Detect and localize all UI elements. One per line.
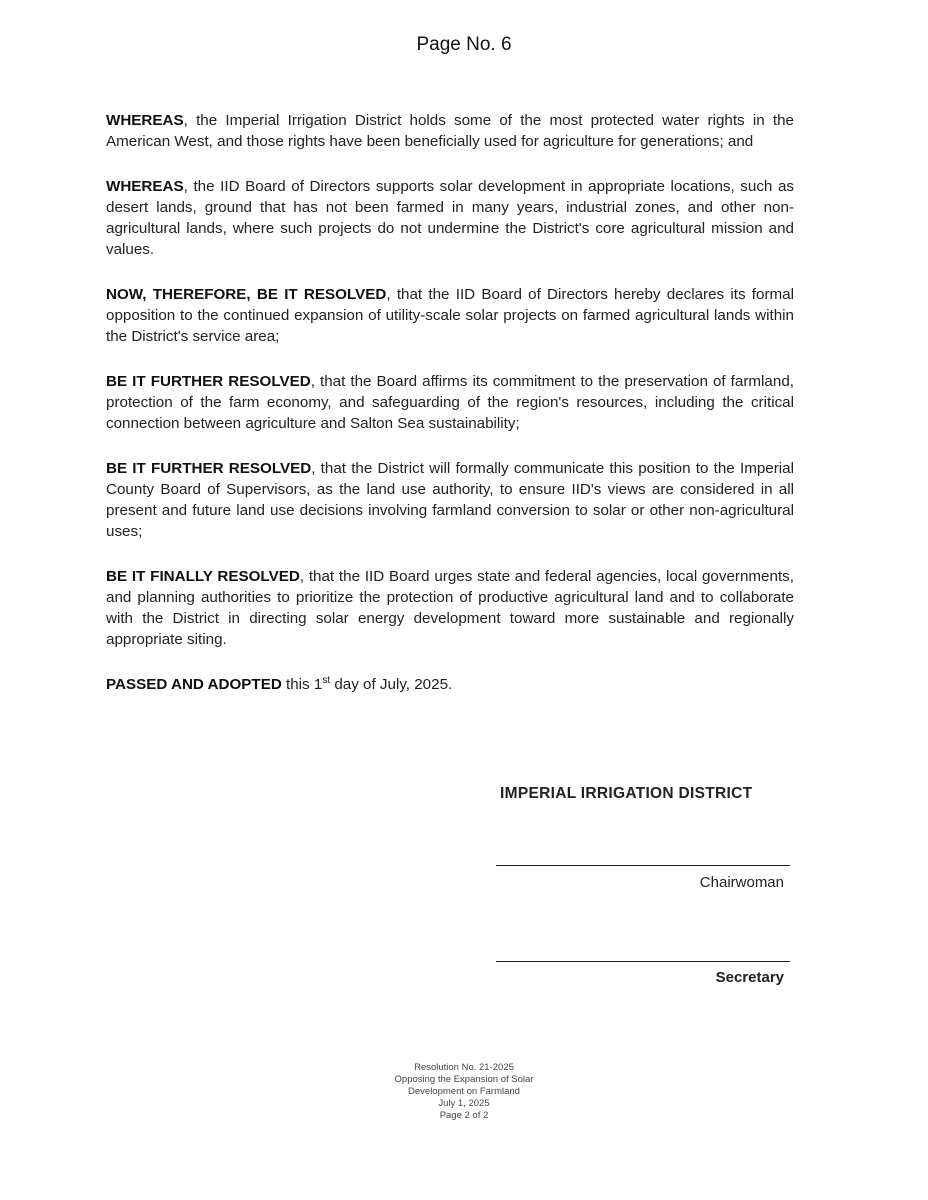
adopted-text-before: this 1: [281, 676, 323, 693]
paragraph-lead: WHEREAS: [106, 178, 184, 195]
further-resolved-paragraph-1: [106, 371, 794, 434]
secretary-title: Secretary: [715, 969, 784, 986]
organization-name: IMPERIAL IRRIGATION DISTRICT: [500, 785, 753, 802]
adopted-text-after: day of July, 2025.: [330, 676, 453, 693]
paragraph-text: , the IID Board of Directors supports solar development in appropriate locations, such as desert lands, ground that has not been farmed in many years, industrial zones, and other non-agricultural lands, where such projects do not undermine the District's core agricultural mission and values.: [106, 178, 794, 258]
footer-subject-line-1: Opposing the Expansion of Solar: [394, 1074, 534, 1085]
passed-and-adopted: [106, 674, 794, 695]
paragraph-lead: NOW, THEREFORE, BE IT RESOLVED: [106, 286, 387, 303]
paragraph-lead: BE IT FURTHER RESOLVED: [106, 460, 312, 477]
paragraph-lead: BE IT FURTHER RESOLVED: [106, 373, 311, 390]
footer-resolution-number: Resolution No. 21-2025: [414, 1062, 514, 1073]
resolved-paragraph: [106, 284, 794, 347]
footer-page-count: Page 2 of 2: [439, 1110, 489, 1121]
footer-subject-line-2: Development on Farmland: [408, 1086, 520, 1097]
paragraph-text: , the Imperial Irrigation District holds some of the most protected water rights in the American West, and those rights have been beneficially used for agriculture for generations; and: [106, 112, 794, 150]
paragraph-text: , that the IID Board of Directors hereby declares its formal opposition to the continued expansion of utility-scale solar projects on farmed agricultural lands within the District's service area;: [106, 286, 794, 345]
paragraph-lead: WHEREAS: [106, 112, 184, 129]
secretary-signature-line: [496, 961, 790, 962]
chairwoman-title: Chairwoman: [699, 874, 784, 891]
document-footer: [0, 1062, 928, 1122]
chairwoman-signature-line: [496, 865, 790, 866]
paragraph-lead: BE IT FINALLY RESOLVED: [106, 568, 300, 585]
resolution-body: [106, 110, 794, 719]
paragraph-text: , that the District will formally communicate this position to the Imperial County Board of Supervisors, as the land use authority, to ensure IID's views are considered in all present and future land use decisions involving farmland conversion to solar or other non-agricultural uses;: [106, 460, 794, 540]
paragraph-text: , that the IID Board urges state and federal agencies, local governments, and planning authorities to prioritize the protection of productive agricultural land and to collaborate with the District in directing solar energy development toward more sustainable and regionally appropriate siting.: [106, 568, 794, 648]
paragraph-text: , that the Board affirms its commitment to the preservation of farmland, protection of the farm economy, and safeguarding of the region's resources, including the critical connection between agriculture and Salton Sea sustainability;: [106, 373, 794, 432]
further-resolved-paragraph-2: [106, 458, 794, 542]
page-number: Page No. 6: [416, 34, 512, 55]
whereas-paragraph-1: [106, 110, 794, 152]
whereas-paragraph-2: [106, 176, 794, 260]
adopted-superscript: st: [322, 674, 331, 686]
footer-date: July 1, 2025: [438, 1098, 490, 1109]
finally-resolved-paragraph: [106, 566, 794, 650]
adopted-lead: PASSED AND ADOPTED: [106, 676, 282, 693]
